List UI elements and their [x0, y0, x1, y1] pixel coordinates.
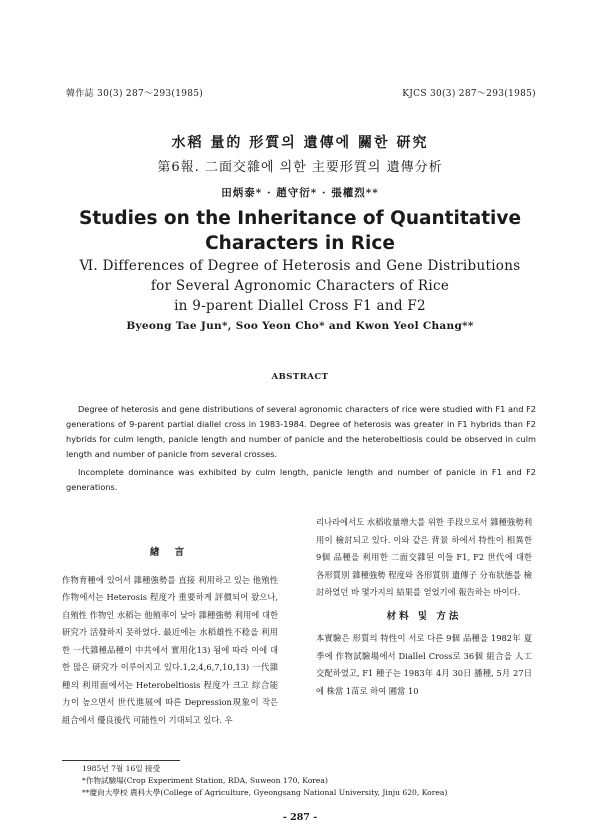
korean-authors: 田炳泰* · 趙守衍* · 張權烈** [221, 187, 379, 199]
abstract-paragraph: Incomplete dominance was exhibited by culm length, panicle length and number of panicle in F1 and F2 generations. [66, 467, 536, 492]
english-subtitle-line: Ⅵ. Differences of Degree of Heterosis and Gene Distributions [79, 258, 521, 274]
abstract-body [66, 402, 536, 498]
english-subtitle-line: for Several Agronomic Characters of Rice [150, 278, 450, 294]
abstract-paragraph: Degree of heterosis and gene distributions of several agronomic characters of rice were studied with F1 and F2 generations of 9-parent partial diallel cross in 1983-1984. Degree of heterosis was greater in F1 hybrids than F2 hybrids for culm length, panicle length and number of panicle and the heterobeltiosis could be observed in culm length and number of panicle from several crosses. [66, 404, 536, 459]
left-column [62, 544, 278, 729]
footnote-divider [62, 760, 180, 761]
right-column [316, 514, 532, 700]
abstract-heading: ABSTRACT [271, 372, 329, 382]
korean-subtitle: 第6報. 二面交雜에 의한 主要形質의 遺傳分析 [157, 160, 443, 175]
english-subtitle [0, 256, 600, 316]
english-subtitle-line: in 9-parent Diallel Cross F1 and F2 [174, 298, 426, 314]
methods-text: 本實驗은 形質의 特性이 서로 다른 9個 品種을 1982年 夏季에 作物試驗場에서 Diallel Cross로 36個 組合을 人工交配하였고, F1 種子는 1983年 4月 30日 播種, 5月 27日에 株當 1苗로 하여 圃當 10 [316, 633, 532, 696]
introduction-heading: 緖 言 [149, 547, 191, 558]
english-title [0, 206, 600, 256]
methods-heading: 材料 및 方法 [386, 610, 462, 622]
page-number: - 287 - [282, 812, 318, 823]
introduction-text-continued: 리나라에서도 水稻收量增大를 위한 手段으로서 雜種強勢利用이 檢討되고 있다. 이와 같은 背景 하에서 特性이 相異한 9個 品種을 利用한 二面交雜된 이들 F1, F2 世代에 대한 各形質別 雜種強勢 程度와 各形質別 遺傳子 分布狀態를 檢討하였던 바 몇가지의 結果를 얻었기에 報告하는 바이다. [316, 517, 532, 597]
english-title-line: Characters in Rice [205, 233, 395, 254]
korean-title: 水稻 量的 形質의 遺傳에 關한 研究 [171, 135, 429, 151]
footnote-affiliation-1: *作物試驗場(Crop Experiment Station, RDA, Suweon 170, Korea) [82, 776, 328, 785]
journal-header-english: KJCS 30(3) 287～293(1985) [402, 89, 536, 99]
journal-header-korean: 韓作誌 30(3) 287～293(1985) [66, 89, 204, 99]
english-authors: Byeong Tae Jun*, Soo Yeon Cho* and Kwon Yeol Chang** [126, 320, 474, 332]
footnote-received: 1985년 7월 16일 接受 [82, 764, 161, 773]
introduction-text: 作物育種에 있어서 雜種強勢를 直接 利用하고 있는 他殖性 作物에서는 Heterosis 程度가 重要하게 評價되어 왔으나, 自殖性 作物인 水稻는 他殖率이 낮아 雜種強勢 利用에 대한 研究가 活發하지 못하였다. 最近에는 水稻雄性不稔을 利用한 一代雜種品種이 中共에서 實用化13) 됨에 따라 이에 대한 많은 研究가 이루어지고 있다.1,2,4,6,7,10,13) 一代雜種의 利用面에서는 Heterobeltiosis 程度가 크고 綜合能力이 높으면서 世代進展에 따른 Depression現象이 작은 組合에서 優良後代 可能性이 기대되고 있다. 우 [62, 574, 278, 725]
footnote-affiliation-2: **慶尙大學校 農科大學(College of Agriculture, Gyeongsang National University, Jinju 620, Korea) [82, 788, 448, 797]
english-title-line: Studies on the Inheritance of Quantitative [79, 208, 521, 229]
